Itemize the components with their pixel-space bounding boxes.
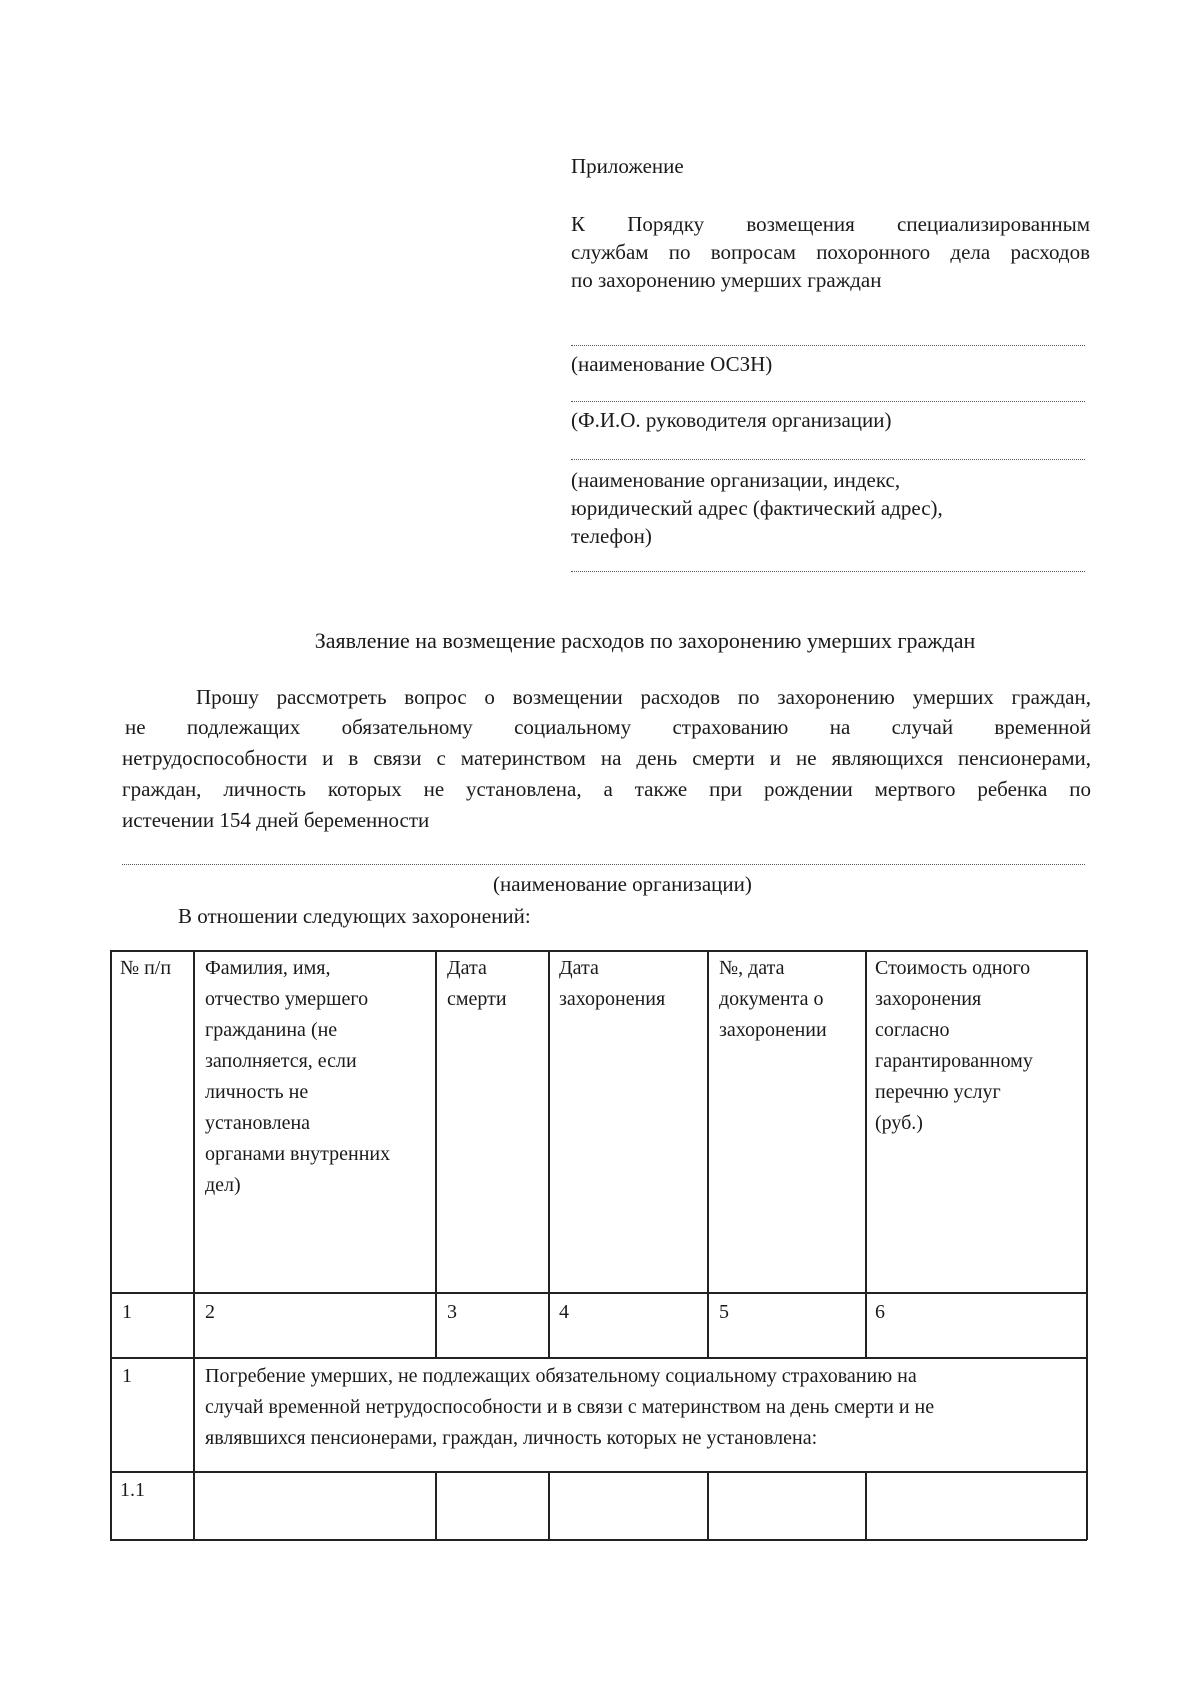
org-caption-line-3: телефон) bbox=[571, 524, 652, 548]
col-header-death-date: Дата смерти bbox=[447, 957, 507, 1010]
table-border-right bbox=[1086, 950, 1088, 1540]
table-border-bottom bbox=[110, 1539, 1087, 1541]
body-line-1: Прошу рассмотреть вопрос о возмещении расходов по захоронению умерших граждан, bbox=[196, 685, 1091, 709]
col-number-5: 5 bbox=[719, 1301, 729, 1323]
row-death-date-cell[interactable] bbox=[437, 1473, 547, 1538]
col-number-2: 2 bbox=[205, 1301, 215, 1323]
col-header-number: № п/п bbox=[120, 957, 172, 979]
order-line-1: К Порядку возмещения специализированным bbox=[571, 212, 1090, 236]
body-line-4: граждан, личность которых не установлена, а также при рождении мертвого ребенка по bbox=[122, 777, 1091, 801]
table-border-left bbox=[110, 950, 112, 1540]
table-col-divider bbox=[193, 950, 195, 1540]
section-description: Погребение умерших, не подлежащих обязательному социальному страхованию на случай временной нетрудоспособности и в связи с материнством на день смерти и не являвшихся пенсионерами, граждан, личность которых не установлена: bbox=[205, 1365, 935, 1449]
col-header-cost: Стоимость одного захоронения согласно гарантированному перечню услуг (руб.) bbox=[875, 957, 1033, 1134]
col-number-6: 6 bbox=[875, 1301, 885, 1323]
table-rule bbox=[110, 1292, 1087, 1294]
row-document-cell[interactable] bbox=[709, 1473, 864, 1538]
col-number-3: 3 bbox=[447, 1301, 457, 1323]
head-caption: (Ф.И.О. руководителя организации) bbox=[571, 408, 892, 432]
table-col-divider bbox=[548, 950, 550, 1358]
org-caption-line-1: (наименование организации, индекс, bbox=[571, 468, 901, 492]
document-title: Заявление на возмещение расходов по захоронению умерших граждан bbox=[314, 628, 976, 653]
body-line-3: нетрудоспособности и в связи с материнством на день смерти и не являющихся пенсионерами, bbox=[122, 746, 1091, 770]
org-caption-line-2: юридический адрес (фактический адрес), bbox=[571, 496, 943, 520]
col-header-burial-date: Дата захоронения bbox=[559, 957, 666, 1010]
table-col-divider bbox=[435, 950, 437, 1358]
osszn-caption: (наименование ОСЗН) bbox=[571, 352, 773, 376]
col-header-name: Фамилия, имя, отчество умершего гражданина (не заполняется, если личность не установлена органами внутренних дел) bbox=[205, 957, 391, 1196]
body-line-2: не подлежащих обязательному социальному страхованию на случай временной bbox=[125, 715, 1091, 739]
relation-text: В отношении следующих захоронений: bbox=[178, 904, 531, 928]
row-burial-date-cell[interactable] bbox=[550, 1473, 706, 1538]
row-number: 1.1 bbox=[120, 1479, 145, 1501]
table-rule bbox=[110, 1357, 1087, 1359]
table-col-divider bbox=[707, 950, 709, 1358]
col-number-1: 1 bbox=[122, 1301, 132, 1323]
col-number-4: 4 bbox=[559, 1301, 569, 1323]
order-line-2: службам по вопросам похоронного дела расходов bbox=[571, 240, 1090, 264]
appendix-label: Приложение bbox=[571, 154, 684, 178]
table-border-top bbox=[110, 950, 1087, 952]
table-col-divider bbox=[865, 950, 867, 1358]
body-line-5: истечении 154 дней беременности bbox=[122, 808, 430, 832]
col-header-document: №, дата документа о захоронении bbox=[719, 957, 827, 1041]
row-name-cell[interactable] bbox=[195, 1473, 434, 1538]
row-cost-cell[interactable] bbox=[867, 1473, 1085, 1538]
order-line-3: по захоронению умерших граждан bbox=[571, 268, 882, 292]
section-number: 1 bbox=[122, 1365, 132, 1387]
org-name-caption: (наименование организации) bbox=[493, 872, 752, 896]
